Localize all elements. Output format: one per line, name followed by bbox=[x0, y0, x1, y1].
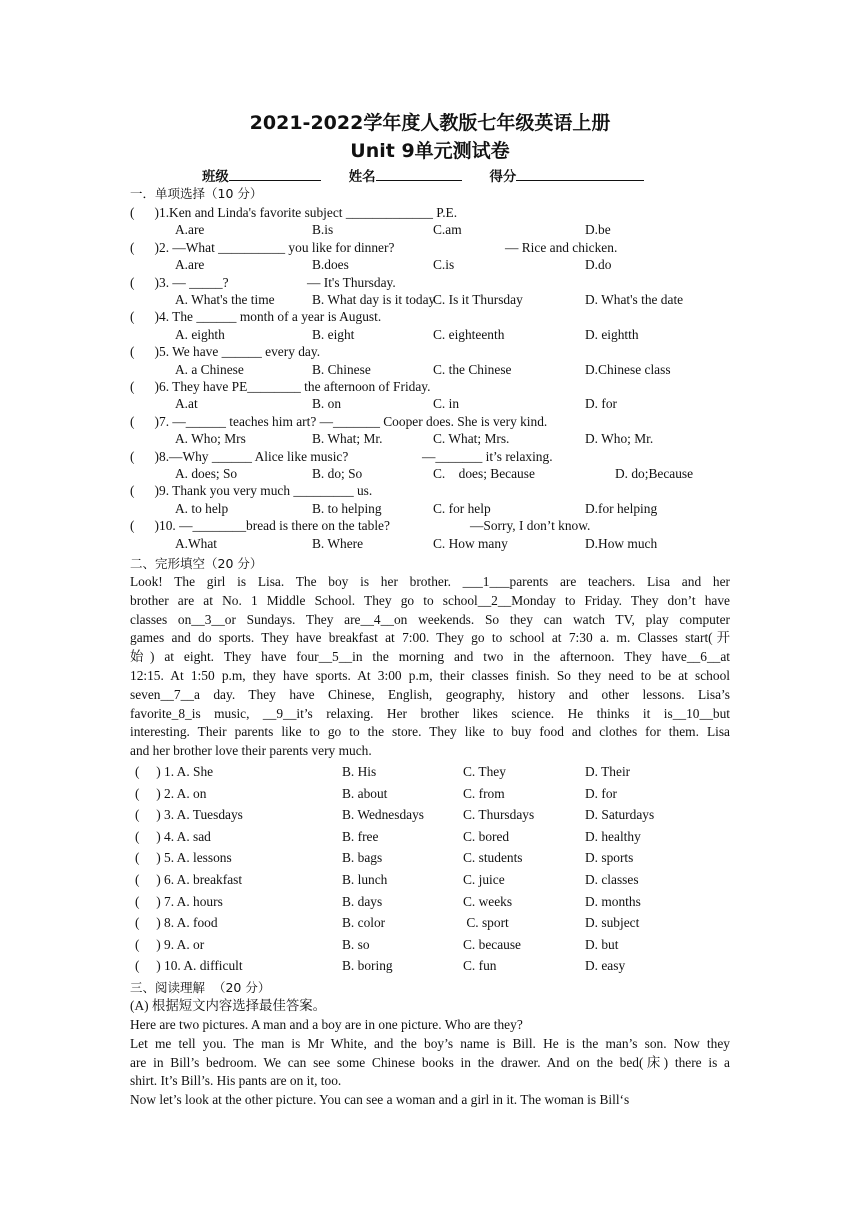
passage-line: games and do sports. They have breakfast at 7:00. They go to school at 7:30 a. m. Classes start(开 bbox=[130, 630, 730, 646]
choice-d: D. but bbox=[585, 936, 619, 952]
class-blank[interactable] bbox=[229, 168, 321, 181]
passage-line: and her brother love their parents very much. bbox=[130, 743, 372, 759]
choice-c: C. Thursdays bbox=[463, 807, 535, 823]
choice-d: D. months bbox=[585, 893, 641, 909]
passage-line: 始) at eight. They have four__5__in the morning and two in the afternoon. They have__6__at bbox=[130, 649, 730, 665]
option-d: D.do bbox=[585, 257, 612, 273]
choice-d: D. for bbox=[585, 785, 617, 801]
question-text: ( )9. Thank you very much _________ us. bbox=[130, 483, 373, 499]
option-d: D.be bbox=[585, 222, 611, 238]
cloze-choice-row bbox=[130, 785, 730, 806]
option-c: C.am bbox=[433, 222, 462, 238]
choice-a: ( ) 7. A. hours bbox=[135, 893, 223, 909]
option-b: B. to helping bbox=[312, 500, 382, 516]
reading-subheading: (A) 根据短文内容选择最佳答案。 bbox=[130, 998, 327, 1013]
question-text: ( )10. —________bread is there on the table? bbox=[130, 518, 390, 534]
question-text: ( )4. The ______ month of a year is August. bbox=[130, 309, 382, 325]
cloze-choice-row bbox=[130, 871, 730, 892]
question-options bbox=[130, 501, 730, 518]
question-stem bbox=[130, 483, 730, 500]
option-a: A.What bbox=[175, 535, 218, 551]
choice-b: B. Wednesdays bbox=[342, 807, 424, 823]
name-label: 姓名 bbox=[348, 170, 376, 185]
passage-line: interesting. Their parents like to go to the store. They like to buy food and clothes for them. Lisa bbox=[130, 724, 730, 740]
cloze-choice-row bbox=[130, 828, 730, 849]
option-b: B. on bbox=[312, 396, 342, 412]
question-text: ( )5. We have ______ every day. bbox=[130, 344, 321, 360]
section2-heading: 二、完形填空（20 分） bbox=[130, 556, 263, 571]
question-stem bbox=[130, 309, 730, 326]
passage-line: brother are at No. 1 Middle School. They go to school__2__Monday to Friday. They don’t have bbox=[130, 592, 730, 608]
cloze-choice-row bbox=[130, 936, 730, 957]
question-answer-hint: —Sorry, I don’t know. bbox=[470, 518, 591, 534]
option-b: B. What day is it today bbox=[312, 292, 436, 307]
passage-line: seven__7__a day. They have Chinese, English, geography, history and other lessons. Lisa’s bbox=[130, 686, 730, 702]
question-text: ( )3. — _____? bbox=[130, 274, 229, 290]
option-a: A. does; So bbox=[175, 466, 238, 481]
exam-subtitle: Unit 9单元测试卷 bbox=[350, 140, 510, 162]
choice-a: ( ) 5. A. lessons bbox=[135, 850, 232, 866]
passage-line: classes on__3__or Sundays. They are__4__on weekends. So they can watch TV, play computer bbox=[130, 611, 730, 627]
choice-b: B. days bbox=[342, 893, 383, 909]
question-options bbox=[130, 466, 730, 483]
question-stem bbox=[130, 449, 730, 466]
option-c: C. Is it Thursday bbox=[433, 292, 523, 307]
choice-b: B. about bbox=[342, 785, 388, 801]
choice-d: D. classes bbox=[585, 872, 639, 887]
question-options bbox=[130, 431, 730, 448]
cloze-choice-row bbox=[130, 763, 730, 784]
option-d: D. eightth bbox=[585, 326, 639, 342]
option-c: C. does; Because bbox=[433, 466, 535, 481]
choice-c: C. fun bbox=[463, 958, 497, 974]
option-b: B. eight bbox=[312, 326, 355, 342]
option-d: D. for bbox=[585, 396, 617, 412]
choice-a: ( ) 9. A. or bbox=[135, 936, 205, 952]
choice-c: C. bored bbox=[463, 828, 510, 844]
question-stem bbox=[130, 205, 730, 222]
option-c: C. What; Mrs. bbox=[433, 431, 510, 447]
question-text: ( )6. They have PE________ the afternoon of Friday. bbox=[130, 379, 431, 394]
option-d: D.Chinese class bbox=[585, 361, 671, 377]
question-stem bbox=[130, 344, 730, 361]
option-b: B. Chinese bbox=[312, 361, 371, 377]
choice-b: B. lunch bbox=[342, 872, 388, 887]
option-c: C. the Chinese bbox=[433, 361, 512, 377]
choice-a: ( ) 3. A. Tuesdays bbox=[135, 807, 243, 823]
question-stem bbox=[130, 518, 730, 535]
option-a: A. Who; Mrs bbox=[175, 431, 246, 447]
question-options bbox=[130, 362, 730, 379]
question-text: ( )2. —What __________ you like for dinner? bbox=[130, 239, 395, 255]
cloze-choice-row bbox=[130, 957, 730, 978]
question-text: ( )7. —______ teaches him art? —_______ Cooper does. She is very kind. bbox=[130, 413, 548, 429]
score-label: 得分 bbox=[489, 170, 517, 185]
choice-c: C. juice bbox=[463, 872, 505, 887]
option-a: A.are bbox=[175, 222, 205, 238]
question-options bbox=[130, 292, 730, 309]
option-d: D. What's the date bbox=[585, 292, 684, 307]
choice-c: C. sport bbox=[463, 915, 509, 931]
option-a: A. eighth bbox=[175, 326, 225, 342]
question-text: ( )8.—Why ______ Alice like music? bbox=[130, 448, 349, 464]
question-options bbox=[130, 327, 730, 344]
question-answer-hint: — It's Thursday. bbox=[307, 274, 396, 290]
option-b: B.does bbox=[312, 257, 349, 273]
question-options bbox=[130, 257, 730, 274]
choice-a: ( ) 4. A. sad bbox=[135, 828, 211, 844]
choice-c: C. because bbox=[463, 936, 522, 952]
score-blank[interactable] bbox=[516, 168, 644, 181]
reading-line: Now let’s look at the other picture. You can see a woman and a girl in it. The woman is Bill‘s bbox=[130, 1092, 630, 1108]
choice-b: B. boring bbox=[342, 958, 393, 974]
choice-a: ( ) 8. A. food bbox=[135, 915, 218, 931]
choice-a: ( ) 10. A. difficult bbox=[135, 958, 243, 974]
option-a: A. a Chinese bbox=[175, 361, 244, 377]
choice-c: C. They bbox=[463, 764, 506, 779]
choice-d: D. Their bbox=[585, 764, 631, 779]
choice-d: D. healthy bbox=[585, 828, 641, 844]
option-d: D.How much bbox=[585, 535, 658, 551]
choice-c: C. weeks bbox=[463, 893, 513, 909]
option-a: A. What's the time bbox=[175, 292, 275, 307]
class-label: 班级 bbox=[202, 170, 229, 185]
passage-line: Look! The girl is Lisa. The boy is her brother. ___1___parents are teachers. Lisa and her bbox=[130, 574, 730, 589]
choice-b: B. color bbox=[342, 915, 386, 931]
choice-b: B. so bbox=[342, 936, 370, 952]
reading-line: are in Bill’s bedroom. We can see some Chinese books in the drawer. And on the bed(床) there is a bbox=[130, 1054, 730, 1070]
question-stem bbox=[130, 414, 730, 431]
option-b: B.is bbox=[312, 222, 334, 238]
option-c: C. How many bbox=[433, 535, 508, 551]
question-stem bbox=[130, 379, 730, 396]
choice-a: ( ) 1. A. She bbox=[135, 764, 214, 779]
cloze-choice-row bbox=[130, 914, 730, 935]
choice-d: D. easy bbox=[585, 958, 626, 974]
choice-a: ( ) 6. A. breakfast bbox=[135, 872, 243, 887]
option-c: C. for help bbox=[433, 500, 491, 516]
option-c: C. in bbox=[433, 396, 460, 412]
question-text: ( )1.Ken and Linda's favorite subject _____________ P.E. bbox=[130, 205, 458, 220]
option-c: C.is bbox=[433, 257, 455, 273]
question-answer-hint: —_______ it’s relaxing. bbox=[422, 448, 553, 464]
question-options bbox=[130, 396, 730, 413]
cloze-choice-row bbox=[130, 849, 730, 870]
name-blank[interactable] bbox=[376, 168, 462, 181]
question-answer-hint: — Rice and chicken. bbox=[505, 239, 618, 255]
option-b: B. What; Mr. bbox=[312, 431, 383, 447]
question-stem bbox=[130, 240, 730, 257]
cloze-choice-row bbox=[130, 806, 730, 827]
question-options bbox=[130, 222, 730, 239]
option-b: B. do; So bbox=[312, 466, 363, 481]
reading-line: Let me tell you. The man is Mr White, and the boy’s name is Bill. He is the man’s son. Now they bbox=[130, 1035, 730, 1051]
choice-d: D. subject bbox=[585, 915, 640, 931]
option-d: D. Who; Mr. bbox=[585, 431, 654, 447]
choice-d: D. Saturdays bbox=[585, 807, 655, 823]
option-a: A.are bbox=[175, 257, 205, 273]
choice-c: C. students bbox=[463, 850, 523, 866]
question-options bbox=[130, 536, 730, 553]
student-info-row bbox=[202, 166, 644, 185]
option-b: B. Where bbox=[312, 535, 364, 551]
choice-b: B. His bbox=[342, 764, 377, 779]
choice-a: ( ) 2. A. on bbox=[135, 785, 207, 801]
passage-line: 12:15. At 1:50 p.m, they have sports. At 3:00 p.m, their classes finish. So they need to be at school bbox=[130, 667, 730, 683]
question-stem bbox=[130, 275, 730, 292]
option-d: D. do;Because bbox=[615, 466, 694, 481]
reading-line: Here are two pictures. A man and a boy are in one picture. Who are they? bbox=[130, 1017, 523, 1032]
option-d: D.for helping bbox=[585, 500, 658, 516]
passage-line: favorite_8_is music, __9__it’s relaxing. Her brother likes science. He thinks it is__10__but bbox=[130, 705, 730, 721]
choice-b: B. free bbox=[342, 828, 379, 844]
section3-heading: 三、阅读理解 （20 分） bbox=[130, 980, 271, 995]
choice-c: C. from bbox=[463, 785, 505, 801]
option-c: C. eighteenth bbox=[433, 326, 505, 342]
choice-d: D. sports bbox=[585, 850, 634, 866]
reading-line: shirt. It’s Bill’s. His pants are on it, too. bbox=[130, 1073, 342, 1089]
exam-title: 2021-2022学年度人教版七年级英语上册 bbox=[249, 112, 611, 134]
cloze-choice-row bbox=[130, 893, 730, 914]
option-a: A.at bbox=[175, 396, 198, 412]
section1-heading: 一．单项选择（10 分） bbox=[130, 186, 263, 201]
choice-b: B. bags bbox=[342, 850, 383, 866]
cloze-passage bbox=[130, 573, 730, 761]
option-a: A. to help bbox=[175, 500, 229, 516]
